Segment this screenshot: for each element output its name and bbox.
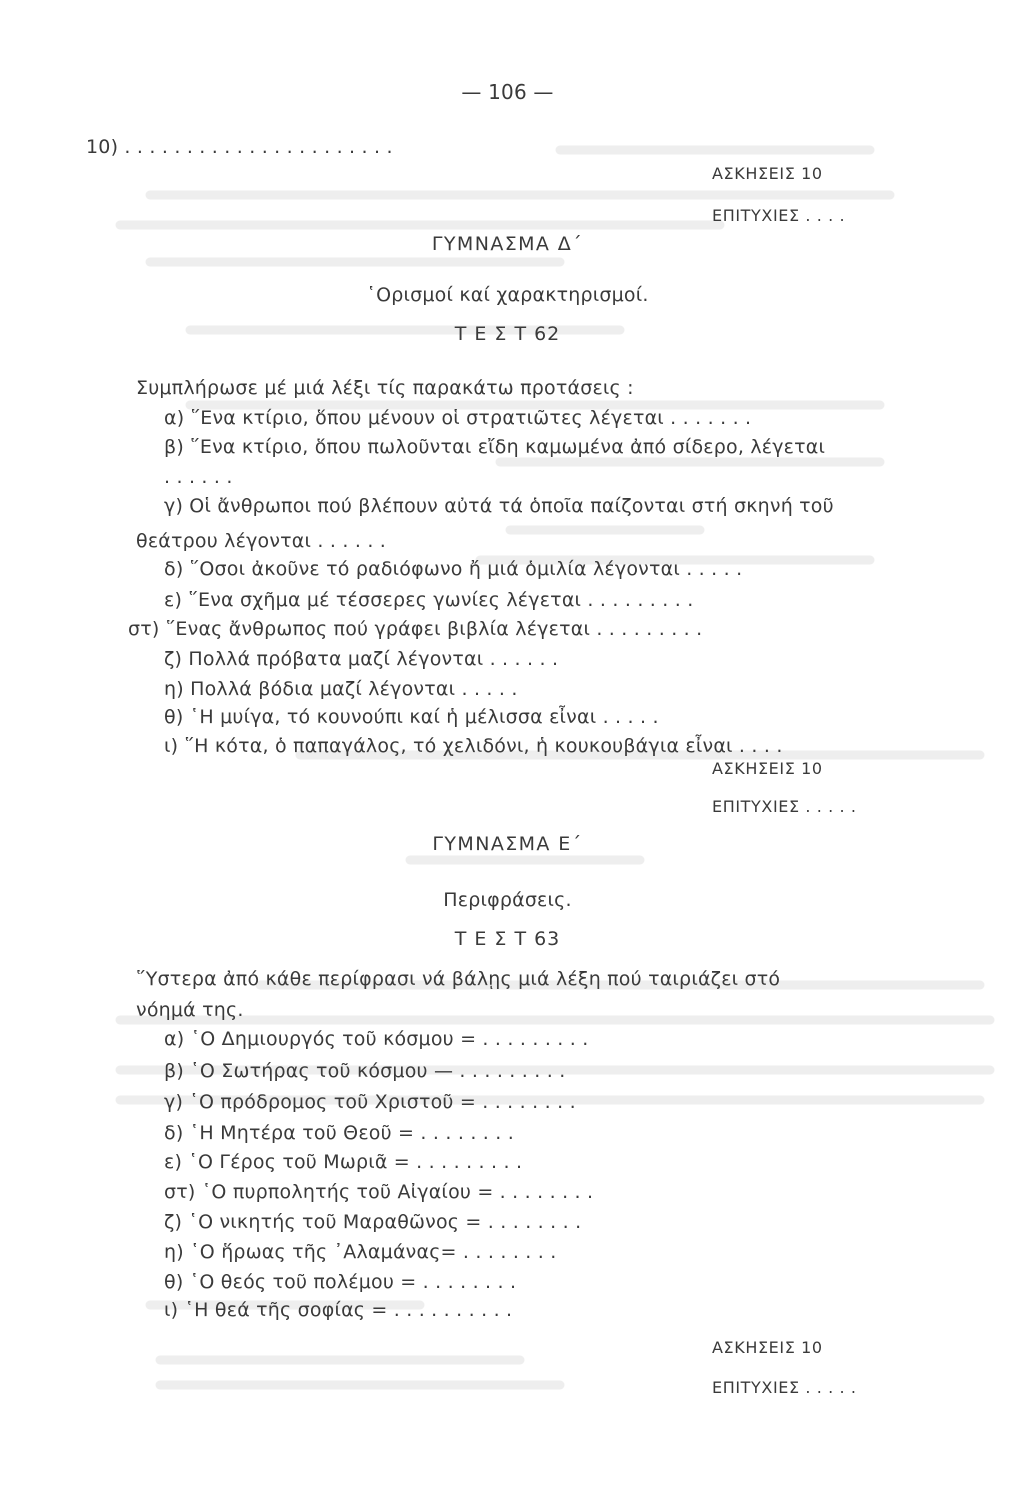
list-item: ε) ῞Ενα σχῆμα μέ τέσσερες γωνίες λέγεται . . . . . . . . .	[164, 589, 694, 611]
list-item: ζ) ῾Ο νικητής τοῦ Μαραθῶνος = . . . . . . . .	[164, 1211, 582, 1233]
successes-score: ΕΠΙΤΥΧΙΕΣ . . . . .	[712, 1378, 857, 1397]
list-item: 10) . . . . . . . . . . . . . . . . . . . . . .	[86, 136, 393, 158]
list-item: ι) ῾Η θεά τῆς σοφίας = . . . . . . . . . .	[164, 1299, 513, 1321]
list-item: β) ῾Ο Σωτήρας τοῦ κόσμου — . . . . . . . . .	[164, 1060, 566, 1082]
exercises-score: ΑΣΚΗΣΕΙΣ 10	[712, 1338, 823, 1357]
list-item: α) ῾Ο Δημιουργός τοῦ κόσμου = . . . . . . . . .	[164, 1028, 589, 1050]
list-item: δ) ῞Οσοι ἀκοῦνε τό ραδιόφωνο ἤ μιά ὁμιλία λέγονται . . . . .	[164, 558, 743, 580]
list-item: ε) ῾Ο Γέρος τοῦ Μωριᾶ = . . . . . . . . .	[164, 1151, 523, 1173]
list-item: . . . . . .	[164, 466, 233, 488]
test-title: Τ Ε Σ Τ 63	[454, 928, 561, 950]
section-subtitle: Περιφράσεις.	[443, 889, 572, 911]
exercises-score: ΑΣΚΗΣΕΙΣ 10	[712, 759, 823, 778]
instruction-text: νόημά της.	[136, 999, 244, 1021]
successes-score: ΕΠΙΤΥΧΙΕΣ . . . .	[712, 206, 846, 225]
list-item: β) ῞Ενα κτίριο, ὅπου πωλοῦνται εἴδη καμωμένα ἀπό σίδερο, λέγεται	[164, 436, 826, 458]
section-heading: ΓΥΜΝΑΣΜΑ Δ΄	[431, 233, 584, 255]
list-item: ι) ῞Η κότα, ὁ παπαγάλος, τό χελιδόνι, ἡ κουκουβάγια εἶναι . . . .	[164, 735, 783, 757]
list-item: γ) ῾Ο πρόδρομος τοῦ Χριστοῦ = . . . . . . . .	[164, 1091, 576, 1113]
list-item: θ) ῾Ο θεός τοῦ πολέμου = . . . . . . . .	[164, 1271, 517, 1293]
section-subtitle: ῾Ορισμοί καί χαρακτηρισμοί.	[366, 284, 649, 306]
list-item: θ) ῾Η μυίγα, τό κουνούπι καί ἡ μέλισσα εἶναι . . . . .	[164, 706, 659, 728]
test-title: Τ Ε Σ Τ 62	[454, 323, 561, 345]
exercises-score: ΑΣΚΗΣΕΙΣ 10	[712, 164, 823, 183]
instruction-text: Συμπλήρωσε μέ μιά λέξι τίς παρακάτω προτάσεις :	[136, 377, 634, 399]
list-item: στ) ῾Ο πυρπολητής τοῦ Αἰγαίου = . . . . . . . .	[164, 1181, 594, 1203]
list-item: γ) Οἱ ἄνθρωποι πού βλέπουν αὐτά τά ὁποῖα παίζονται στή σκηνή τοῦ	[164, 495, 834, 517]
section-heading: ΓΥΜΝΑΣΜΑ Ε΄	[432, 833, 583, 855]
list-item: η) Πολλά βόδια μαζί λέγονται . . . . .	[164, 678, 518, 700]
list-item: α) ῞Ενα κτίριο, ὅπου μένουν οἱ στρατιῶτες λέγεται . . . . . . .	[164, 407, 752, 429]
list-item: ζ) Πολλά πρόβατα μαζί λέγονται . . . . . .	[164, 648, 559, 670]
page-number: — 106 —	[461, 80, 554, 104]
successes-score: ΕΠΙΤΥΧΙΕΣ . . . . .	[712, 797, 857, 816]
list-item: δ) ῾Η Μητέρα τοῦ Θεοῦ = . . . . . . . .	[164, 1122, 515, 1144]
list-item: η) ῾Ο ἥρωας τῆς ᾿Αλαμάνας= . . . . . . . .	[164, 1241, 557, 1263]
list-item: θεάτρου λέγονται . . . . . .	[136, 530, 387, 552]
list-item: στ) ῞Ενας ἄνθρωπος πού γράφει βιβλία λέγεται . . . . . . . . .	[128, 618, 703, 640]
instruction-text: ῞Υστερα ἀπό κάθε περίφρασι νά βάλῃς μιά λέξη πού ταιριάζει στό	[136, 968, 781, 990]
